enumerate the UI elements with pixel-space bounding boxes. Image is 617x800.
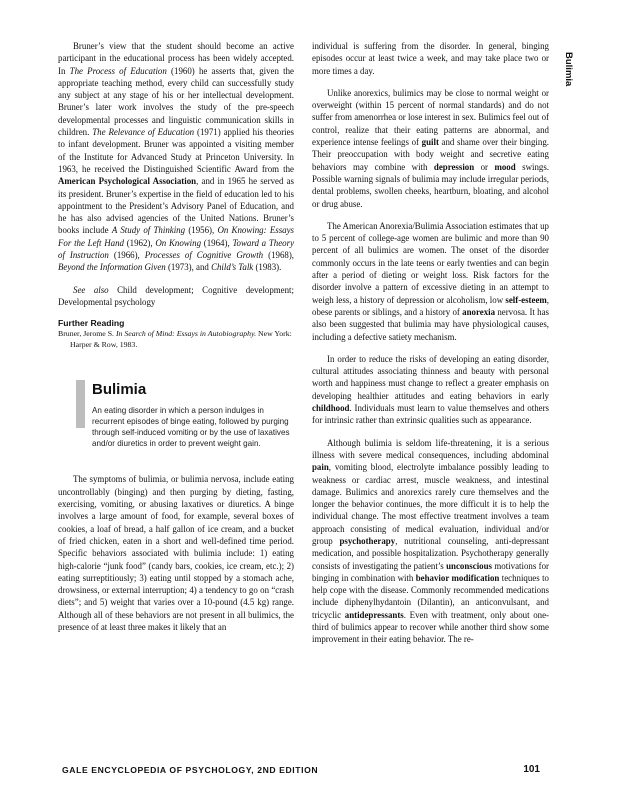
bold-term: pain [312, 462, 329, 473]
page-number: 101 [523, 764, 540, 775]
entry-marker-bar [76, 380, 85, 428]
bold-term: childhood [312, 403, 350, 414]
bold-term: guilt [421, 137, 439, 148]
bruner-paragraph-1: Bruner’s view that the student should become an active participant in the educational process has been widely accepted. In The Process of Education (1960) he asserts that, given the appropriate teaching method, every child can successfully study any subject at any stage of his or her intellectual development. Bruner’s later work involves the study of the pre-speech developmental processes and linguistic communication skills in children. The Relevance of Education (1971) applied his theories to infant development. Bruner was appointed a visiting member of the Institute for Advanced Study at Princeton University. In 1963, he received the Distinguished Scientific Award from the American Psychological Association, and in 1965 he served as its president. Bruner’s expertise in the field of education led to his appointment to the President’s Advisory Panel of Education, and he has also advised agencies of the United Nations. Bruner’s books include A Study of Thinking (1956), On Knowing: Essays For the Left Hand (1962), On Knowing (1964), Toward a Theory of Instruction (1966), Processes of Cognitive Growth (1968), Beyond the Information Given (1973), and Child’s Talk (1983). [58, 41, 295, 273]
entry-header [58, 380, 294, 449]
further-reading-heading: Further Reading [58, 318, 125, 329]
italic-text: Beyond the Information Given [58, 262, 166, 273]
bulimia-paragraph-5: Although bulimia is seldom life-threatening, it is a serious illness with severe medical consequences, including abdominal pain, vomiting blood, electrolyte imbalance possibly leading to weakness or cardiac arrest, muscle weakness, and intestinal damage. Bulimics and anorexics rarely cure themselves and the longer the behavior continues, the more difficult it is to help the individual change. The most effective treatment involves a team approach consisting of medical evaluation, individual and/or group psychotherapy, nutritional counseling, anti-depressant medication, and possible hospitalization. Psychotherapy generally consists of investigating the patient’s unconscious motivations for binging in combination with behavior modification techniques to help cope with the disease. Commonly recommended medications include diphenylhydantoin (Dilantin), an anticonvulsant, and tricyclic antidepressants. Even with treatment, only about one-third of bulimics appear to recover while another third show some improvement in their eating behavior. The re- [312, 437, 549, 645]
left-column [58, 40, 294, 633]
bold-term: depression [433, 161, 475, 172]
footer-publication-title: GALE ENCYCLOPEDIA OF PSYCHOLOGY, 2ND EDITION [62, 765, 319, 775]
italic-text: On Knowing [155, 237, 202, 248]
bold-term: psychotherapy [339, 535, 396, 546]
italic-text: Child’s Talk [211, 262, 254, 273]
bulimia-paragraph-2: Unlike anorexics, bulimics may be close to normal weight or overweight (within 15 percent of normal standards) and do not suffer from amenorrhea or lose interest in sex. Bulimics feel out of control, realize that their eating patterns are abnormal, and experience intense feelings of guilt and shame over their binging. Their preoccupation with body weight and secretive eating behaviors may combine with depression or mood swings. Possible warning signals of bulimia may include irregular periods, dental problems, swollen cheeks, heartburn, bloating, and alcohol or drug abuse. [312, 87, 549, 209]
running-head-tab: Bulimia [563, 52, 574, 87]
bruner-see-also: See also Child development; Cognitive development; Developmental psychology [58, 284, 294, 307]
italic-text: A Study of Thinking [111, 225, 186, 236]
bulimia-paragraph-1-cont: individual is suffering from the disorder. In general, binging episodes occur at least twice a week, and may take place two or more times a day. [312, 41, 549, 76]
bold-term: mood [494, 161, 516, 172]
entry-definition: An eating disorder in which a person indulges in recurrent episodes of binge eating, followed by purging through self-induced vomiting or by the use of laxatives and/or diuretics in order to prevent weight gain. [92, 406, 290, 448]
bold-term: unconscious [446, 560, 492, 571]
bold-term: self-esteem [505, 294, 547, 305]
further-reading-entry: Bruner, Jerome S. In Search of Mind: Essays in Autobiography. New York: Harper & Row, 1983. [58, 329, 292, 349]
bulimia-paragraph-3: The American Anorexia/Bulimia Association estimates that up to 5 percent of college-age women are bulimic and more than 90 percent of all bulimics are women. The onset of the disorder commonly occurs in the late teens or early twenties and can begin after a period of dieting or weight loss. Risk factors for the disorder involve a pattern of excessive dieting in an attempt to weigh less, a history of depression or alcoholism, low self-esteem, obese parents or siblings, and a history of anorexia nervosa. It has also been suggested that bulimia may have physiological causes, including a defective satiety mechanism. [312, 220, 549, 342]
italic-text: In Search of Mind: Essays in Autobiography. [115, 329, 257, 339]
bulimia-paragraph-4: In order to reduce the risks of developing an eating disorder, cultural attitudes associating thinness and beauty with personal worth and happiness must change to reflect a greater emphasis on developing healthier attitudes and eating behaviors in early childhood. Individuals must learn to value themselves and others for intrinsic rather than extrinsic qualities such as appearance. [312, 353, 549, 426]
italic-text: The Relevance of Education [92, 127, 195, 138]
bulimia-paragraph-1: The symptoms of bulimia, or bulimia nervosa, include eating uncontrollably (binging) and then purging by dieting, fasting, exercising, vomiting, or abusing laxatives or diuretics. A binge involves a large amount of food, for example, several boxes of cookies, a loaf of bread, a half gallon of ice cream, and a bucket of fried chicken, eaten in a short and well-defined time period. Specific behaviors associated with bulimia include: 1) eating high-calorie “junk food” (candy bars, cookies, ice cream, etc.); 2) eating surreptitiously; 3) eating until stopped by a stomach ache, drowsiness, or external interruption; 4) a tendency to go on “crash diets”; and 5) weight that varies over a 10-pound (4.5 kg) range. Although all of these behaviors are not present in all bulimics, the presence of at least three makes it likely that an [58, 474, 294, 632]
bold-term: antidepressants [344, 609, 404, 620]
right-column [312, 40, 549, 646]
italic-text: Processes of Cognitive Growth [144, 250, 264, 261]
bold-term: American Psychological Association [58, 176, 197, 187]
bold-term: anorexia [462, 306, 496, 317]
italic-text: See also [73, 284, 109, 295]
page-footer [62, 765, 540, 779]
italic-text: The Process of Education [69, 65, 167, 76]
entry-title: Bulimia [92, 381, 147, 399]
italic-text: On Knowing: Essays For the Left Hand [58, 225, 294, 248]
bold-term: behavior modification [415, 572, 500, 583]
italic-text: Toward a Theory of Instruction [58, 237, 295, 261]
